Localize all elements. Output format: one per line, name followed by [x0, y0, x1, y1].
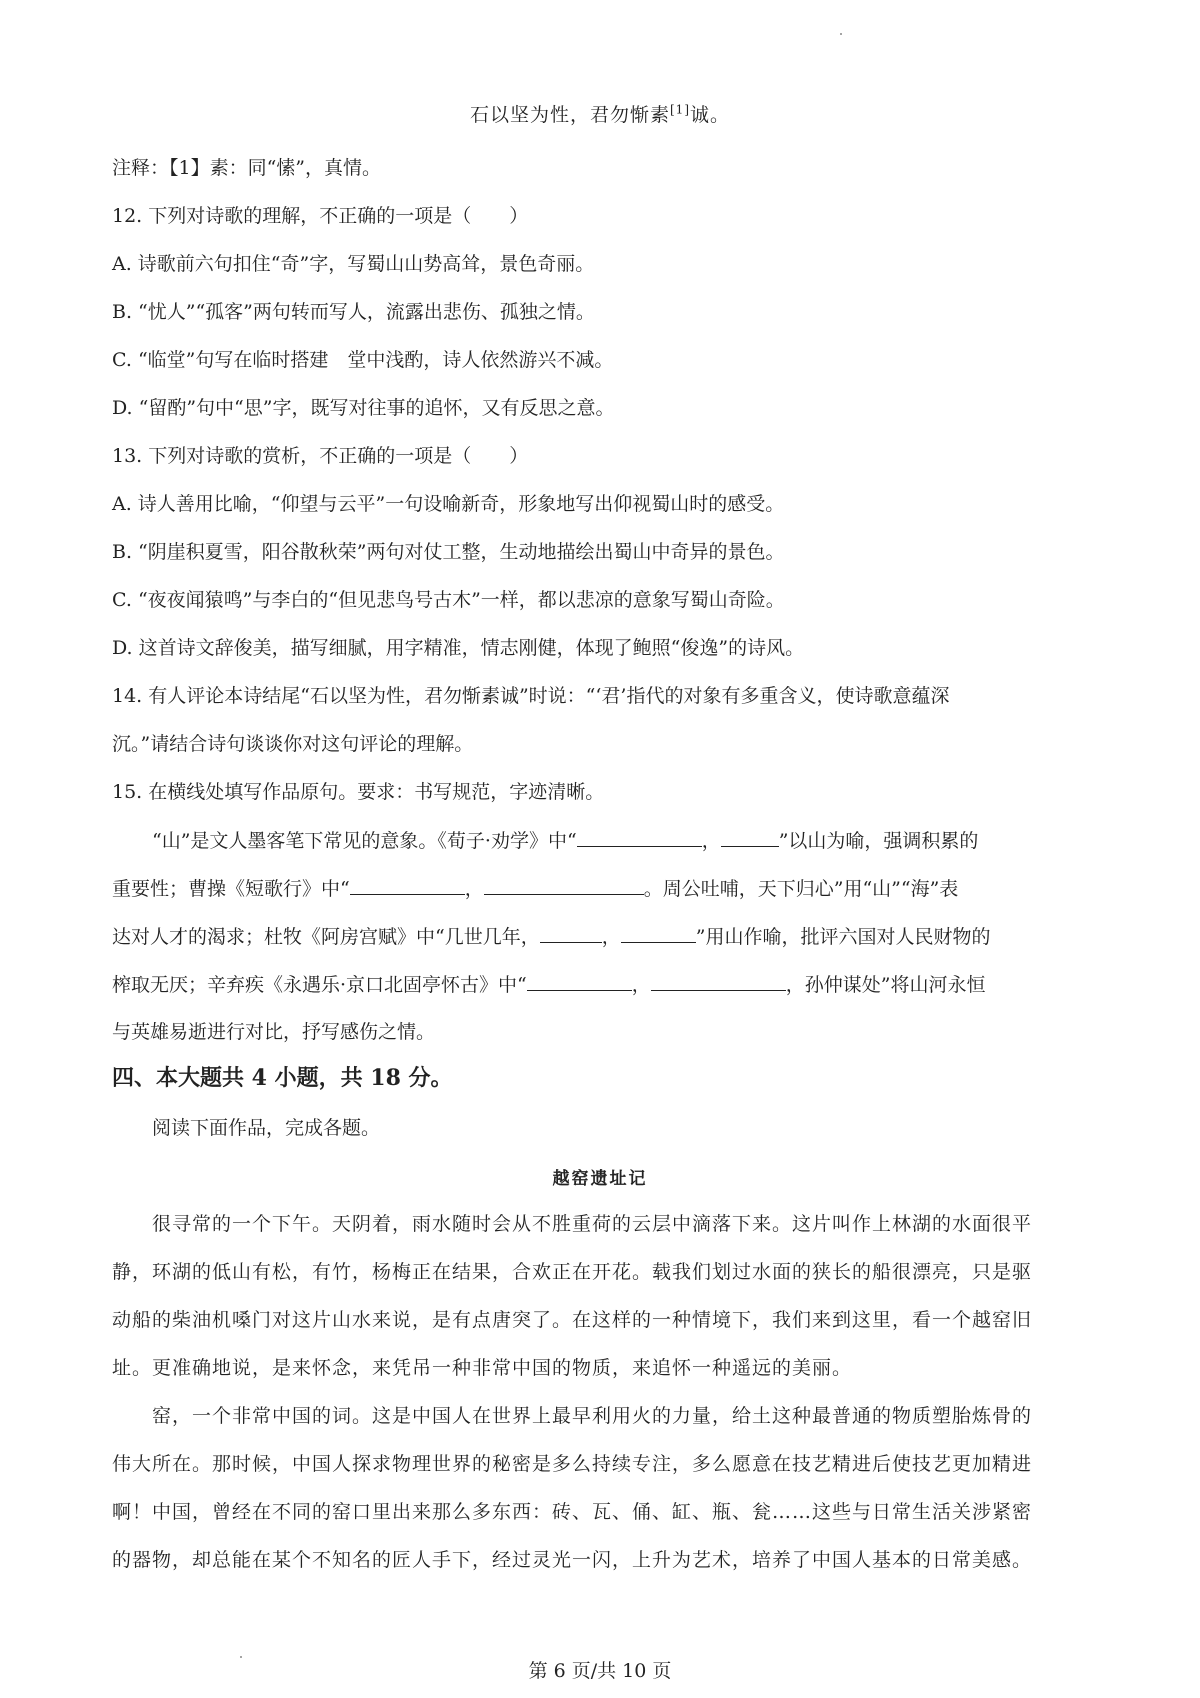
- answer-blank[interactable]: [527, 972, 632, 991]
- question-12-stem: 12. 下列对诗歌的理解，不正确的一项是（ ）: [112, 205, 529, 227]
- article-paragraph-2-line-1: 窑，一个非常中国的词。这是中国人在世界上最早利用火的力量，给土这种最普通的物质塑胎炼骨的: [152, 1405, 1033, 1427]
- question-13-option-b: B. “阴崖积夏雪，阳谷散秋荣”两句对仗工整，生动地描绘出蜀山中奇异的景色。: [112, 541, 785, 563]
- page-footer: 第 6 页/共 10 页: [528, 1660, 672, 1682]
- question-15-line-5: 与英雄易逝进行对比，抒写感伤之情。: [112, 1021, 436, 1043]
- answer-blank[interactable]: [540, 924, 602, 943]
- article-paragraph-2-line-2: 伟大所在。那时候，中国人探求物理世界的秘密是多么持续专注，多么愿意在技艺精进后使技艺更加精进: [112, 1453, 1033, 1475]
- question-12-option-d: D. “留酌”句中“思”字，既写对往事的追怀，又有反思之意。: [112, 397, 615, 419]
- poem-note: 注释：【1】素：同“愫”，真情。: [112, 157, 382, 179]
- question-12-option-b: B. “忧人”“孤客”两句转而写人，流露出悲伤、孤独之情。: [112, 301, 595, 323]
- answer-blank[interactable]: [651, 972, 786, 991]
- answer-blank[interactable]: [484, 876, 644, 895]
- question-13-option-a: A. 诗人善用比喻，“仰望与云平”一句设喻新奇，形象地写出仰视蜀山时的感受。: [112, 493, 785, 515]
- article-paragraph-2-line-4: 的器物，却总能在某个不知名的匠人手下，经过灵光一闪，上升为艺术，培养了中国人基本的日常美感。: [112, 1549, 1033, 1571]
- question-12-option-c: C. “临堂”句写在临时搭建 堂中浅酌，诗人依然游兴不减。: [112, 349, 614, 371]
- article-title: 越窑遗址记: [552, 1169, 648, 1189]
- scan-speck: [840, 33, 842, 35]
- article-paragraph-2-line-3: 啊！中国，曾经在不同的窑口里出来那么多东西：砖、瓦、俑、缸、瓶、瓮……这些与日常生活关涉紧密: [112, 1501, 1033, 1523]
- article-paragraph-1-line-1: 很寻常的一个下午。天阴着，雨水随时会从不胜重荷的云层中滴落下来。这片叫作上林湖的水面很平: [152, 1213, 1033, 1235]
- poem-last-line: 石以坚为性，君勿惭素[1]诚。: [469, 102, 731, 126]
- question-14-line-2: 沉。”请结合诗句谈谈你对这句评论的理解。: [112, 733, 474, 755]
- section-4-heading: 四、本大题共 4 小题，共 18 分。: [112, 1065, 453, 1091]
- answer-blank[interactable]: [350, 876, 465, 895]
- question-15-stem: 15. 在横线处填写作品原句。要求：书写规范，字迹清晰。: [112, 781, 605, 803]
- question-15-line-2: 重要性；曹操《短歌行》中“ ， 。周公吐哺，天下归心”用“山”“海”表: [112, 878, 959, 900]
- section-4-instruction: 阅读下面作品，完成各题。: [152, 1117, 381, 1139]
- article-paragraph-1-line-3: 动船的柴油机嗓门对这片山水来说，是有点唐突了。在这样的一种情境下，我们来到这里，看一个越窑旧: [112, 1309, 1033, 1331]
- article-paragraph-1-line-4: 址。更准确地说，是来怀念，来凭吊一种非常中国的物质，来追怀一种遥远的美丽。: [112, 1357, 853, 1379]
- answer-blank[interactable]: [721, 828, 779, 847]
- question-15-line-3: 达对人才的渴求；杜牧《阿房宫赋》中“几世几年， ， ”用山作喻，批评六国对人民财物的: [112, 926, 991, 948]
- question-13-option-d: D. 这首诗文辞俊美，描写细腻，用字精准，情志刚健，体现了鲍照“俊逸”的诗风。: [112, 637, 805, 659]
- article-paragraph-1-line-2: 静，环湖的低山有松，有竹，杨梅正在结果，合欢正在开花。载我们划过水面的狭长的船很漂亮，只是驱: [112, 1261, 1033, 1283]
- question-15-line-4: 榨取无厌；辛弃疾《永遇乐·京口北固亭怀古》中“ ， ，孙仲谋处”将山河永恒: [112, 974, 986, 996]
- answer-blank[interactable]: [621, 924, 696, 943]
- question-13-stem: 13. 下列对诗歌的赏析，不正确的一项是（ ）: [112, 445, 529, 467]
- question-12-option-a: A. 诗歌前六句扣住“奇”字，写蜀山山势高耸，景色奇丽。: [112, 253, 595, 275]
- answer-blank[interactable]: [577, 828, 702, 847]
- question-13-option-c: C. “夜夜闻猿鸣”与李白的“但见悲鸟号古木”一样，都以悲凉的意象写蜀山奇险。: [112, 589, 785, 611]
- question-15-line-1: “山”是文人墨客笔下常见的意象。《荀子·劝学》中“ ， ”以山为喻，强调积累的: [152, 830, 979, 852]
- question-14-line-1: 14. 有人评论本诗结尾“石以坚为性，君勿惭素诚”时说：“‘君’指代的对象有多重含义，使诗歌意蕴深: [112, 685, 950, 707]
